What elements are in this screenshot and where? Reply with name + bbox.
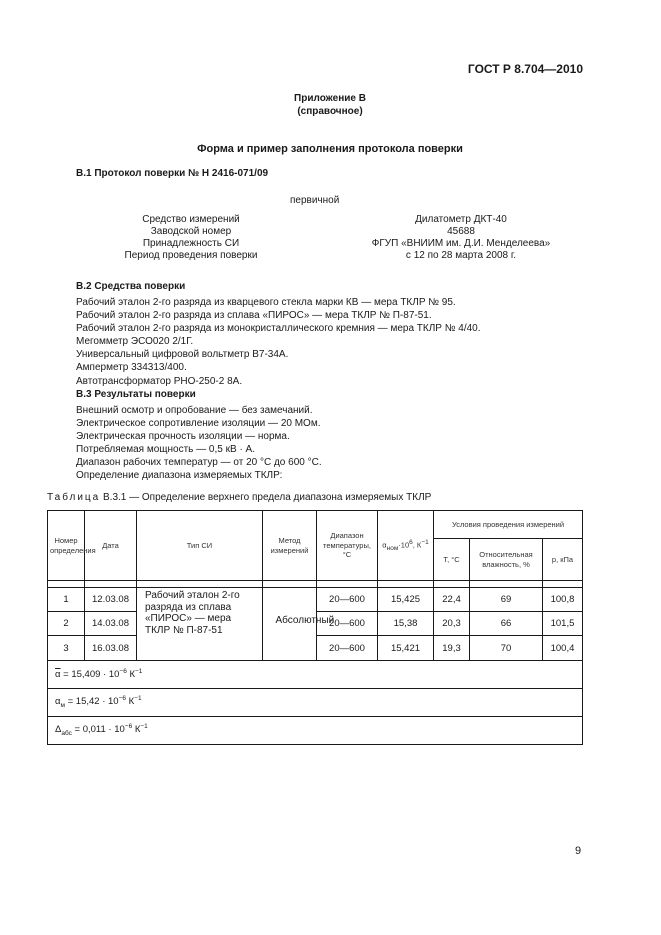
summary-exp: −6 bbox=[119, 668, 127, 676]
method-text: Абсолютный bbox=[275, 615, 335, 627]
summary-row bbox=[48, 661, 583, 689]
summary-unit: К bbox=[126, 669, 136, 681]
cell-num: 1 bbox=[48, 588, 85, 612]
list-item: Мегомметр ЭСО020 2/1Г. bbox=[76, 336, 194, 348]
summary-row bbox=[48, 717, 583, 745]
summary-symbol: $\overline{\alpha}$ bbox=[55, 669, 61, 681]
cell-pressure: 101,5 bbox=[543, 612, 583, 636]
field-label: Период проведения поверки bbox=[124, 250, 258, 261]
list-item: Рабочий эталон 2-го разряда из кварцевого стекла марки КВ — мера ТКЛР № 95. bbox=[76, 297, 456, 308]
section3-list bbox=[76, 405, 322, 484]
list-item: Автотрансформатор РНО-250-2 8А. bbox=[76, 375, 243, 387]
section2-list bbox=[76, 297, 481, 389]
header-conditions: Условия проведения измерений bbox=[434, 511, 583, 539]
header-alpha bbox=[378, 511, 434, 581]
list-item: Электрическая прочность изоляции — норма. bbox=[76, 431, 290, 443]
list-item: Амперметр 334313/400. bbox=[76, 362, 187, 374]
header-date: Дата bbox=[85, 511, 137, 581]
summary-sub: м bbox=[60, 702, 65, 710]
page-number: 9 bbox=[575, 845, 582, 857]
list-item: Рабочий эталон 2-го разряда из монокристаллического кремния — мера ТКЛР № 4/40. bbox=[76, 323, 481, 335]
document-number: ГОСТ Р 8.704—2010 bbox=[467, 62, 583, 76]
cell-date: 14.03.08 bbox=[85, 612, 137, 636]
cell-range: 20—600 bbox=[317, 588, 378, 612]
alpha-exp: 6 bbox=[409, 538, 413, 546]
summary-abs-error bbox=[48, 717, 583, 745]
appendix-heading bbox=[230, 92, 430, 118]
cell-pressure: 100,8 bbox=[543, 588, 583, 612]
cell-type-si: Рабочий эталон 2-го разряда из сплава «ПИРОС» — мера ТКЛР № П-87-51 bbox=[137, 588, 263, 661]
main-title: Форма и пример заполнения протокола поверки bbox=[197, 143, 463, 155]
list-item: Внешний осмотр и опробование — без замечаний. bbox=[76, 405, 313, 416]
cell-range: 20—600 bbox=[317, 636, 378, 661]
list-item: Универсальный цифровой вольтметр В7-34А. bbox=[76, 349, 289, 361]
summary-sub: абс bbox=[61, 730, 72, 738]
field-row bbox=[76, 226, 586, 238]
summary-symbol: α bbox=[55, 696, 61, 708]
field-row bbox=[76, 214, 586, 226]
field-value: Дилатометр ДКТ-40 bbox=[415, 214, 507, 225]
cell-num: 3 bbox=[48, 636, 85, 661]
appendix-subtitle: (справочное) bbox=[297, 106, 363, 117]
cell-alpha: 15,425 bbox=[378, 588, 434, 612]
header-method: Метод измерений bbox=[263, 511, 317, 581]
list-item: Потребляемая мощность — 0,5 кВ · А. bbox=[76, 444, 255, 456]
table-caption bbox=[47, 492, 431, 504]
summary-value: = 15,409 · 10 bbox=[60, 669, 120, 681]
header-type: Тип СИ bbox=[137, 511, 263, 581]
cell-humidity: 69 bbox=[470, 588, 543, 612]
section1-heading: В.1 Протокол поверки № Н 2416-071/09 bbox=[76, 168, 269, 179]
summary-unit-exp: −1 bbox=[134, 695, 142, 703]
summary-unit: К bbox=[126, 696, 135, 708]
appendix-title: Приложение В bbox=[294, 93, 366, 104]
alpha-sub: ном bbox=[386, 544, 399, 552]
table-row bbox=[48, 588, 583, 612]
list-item: Рабочий эталон 2-го разряда из сплава «ПИРОС» — мера ТКЛР № П-87-51. bbox=[76, 310, 432, 322]
protocol-fields bbox=[76, 214, 586, 262]
section3-heading: В.3 Результаты поверки bbox=[76, 389, 196, 400]
verification-kind: первичной bbox=[290, 195, 340, 206]
header-range: Диапазон температуры, °С bbox=[317, 511, 378, 581]
summary-mean bbox=[48, 661, 583, 689]
alpha-symbol: α bbox=[382, 540, 387, 550]
cell-pressure: 100,4 bbox=[543, 636, 583, 661]
field-label: Принадлежность СИ bbox=[142, 238, 240, 249]
cell-range: 20—600 bbox=[317, 612, 378, 636]
summary-row bbox=[48, 689, 583, 717]
field-value: 45688 bbox=[447, 226, 475, 237]
list-item: Диапазон рабочих температур — от 20 °С до 600 °С. bbox=[76, 457, 322, 469]
header-humidity: Относительная влажность, % bbox=[470, 539, 543, 581]
cell-date: 16.03.08 bbox=[85, 636, 137, 661]
header-temp: Т, °С bbox=[434, 539, 470, 581]
field-value: с 12 по 28 марта 2008 г. bbox=[405, 250, 517, 261]
cell-humidity: 70 bbox=[470, 636, 543, 661]
cell-alpha: 15,421 bbox=[378, 636, 434, 661]
header-pressure: р, кПа bbox=[543, 539, 583, 581]
alpha-mult: ·10 bbox=[398, 540, 410, 550]
summary-value: = 0,011 · 10 bbox=[71, 724, 125, 736]
field-label: Заводской номер bbox=[150, 226, 232, 237]
alpha-unit-exp: −1 bbox=[421, 538, 429, 546]
table-caption-text: В.3.1 — Определение верхнего предела диапазона измеряемых ТКЛР bbox=[103, 492, 432, 503]
cell-temp: 20,3 bbox=[434, 612, 470, 636]
summary-unit: К bbox=[132, 724, 141, 736]
summary-value: = 15,42 · 10 bbox=[64, 696, 119, 708]
cell-date: 12.03.08 bbox=[85, 588, 137, 612]
summary-symbol: Δ bbox=[55, 724, 62, 736]
header-num: Номер определения bbox=[48, 511, 85, 581]
summary-exp: −6 bbox=[124, 723, 133, 731]
list-item: Определение диапазона измеряемых ТКЛР: bbox=[76, 470, 283, 482]
cell-num: 2 bbox=[48, 612, 85, 636]
table-spacer-row bbox=[48, 581, 583, 588]
list-item: Электрическое сопротивление изоляции — 20 МОм. bbox=[76, 418, 321, 430]
cell-method bbox=[263, 588, 335, 661]
cell-alpha: 15,38 bbox=[378, 612, 434, 636]
cell-temp: 19,3 bbox=[434, 636, 470, 661]
field-label: Средство измерений bbox=[142, 214, 240, 225]
summary-exp: −6 bbox=[118, 695, 126, 703]
section2-heading: В.2 Средства поверки bbox=[76, 281, 186, 292]
verification-table bbox=[47, 510, 583, 745]
summary-unit-exp: −1 bbox=[135, 668, 143, 676]
table-header-row bbox=[48, 511, 583, 539]
summary-median bbox=[48, 689, 583, 717]
field-value: ФГУП «ВНИИМ им. Д.И. Менделеева» bbox=[371, 238, 551, 249]
table-caption-prefix: Таблица bbox=[47, 492, 101, 503]
alpha-unit: , К bbox=[412, 540, 422, 550]
cell-temp: 22,4 bbox=[434, 588, 470, 612]
cell-humidity: 66 bbox=[470, 612, 543, 636]
summary-unit-exp: −1 bbox=[140, 723, 148, 731]
field-row bbox=[76, 238, 586, 250]
field-row bbox=[76, 250, 586, 262]
